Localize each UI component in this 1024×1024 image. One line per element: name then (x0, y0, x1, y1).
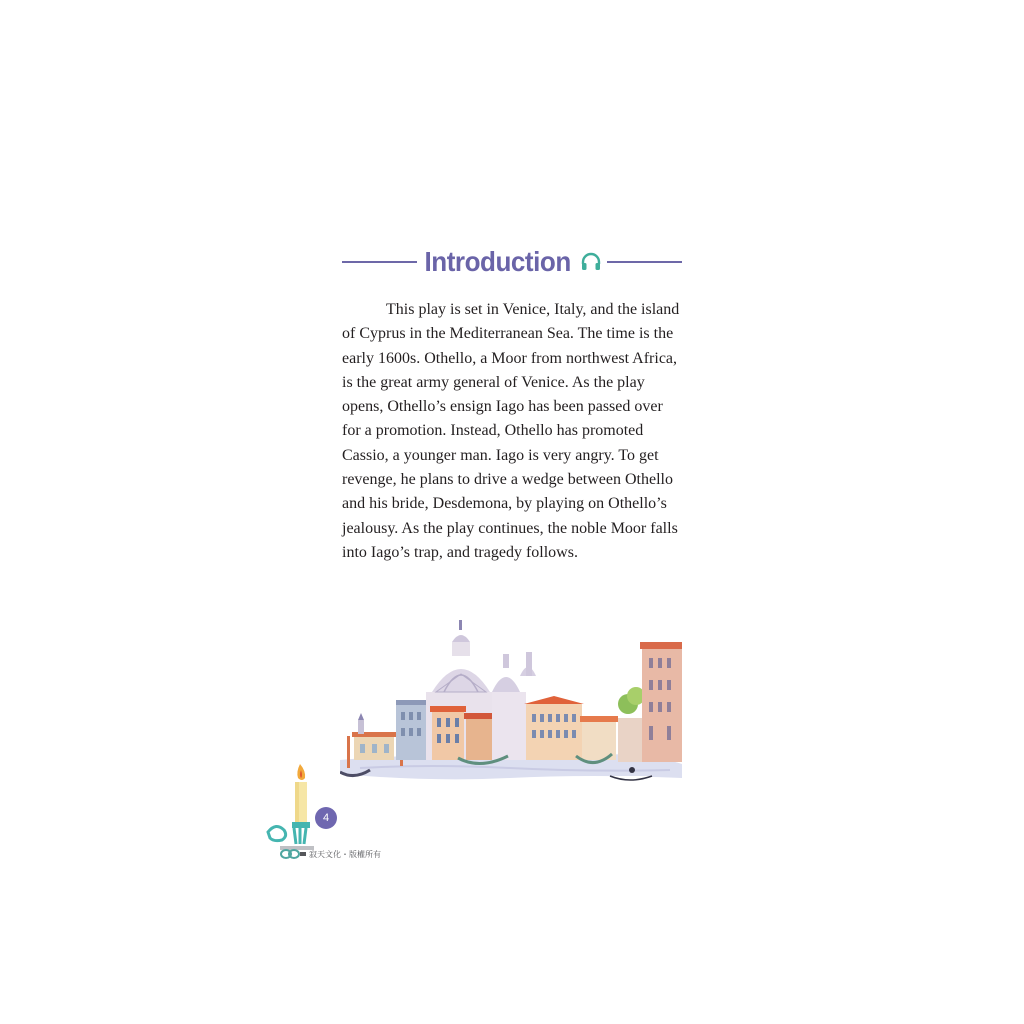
heading-rule-left (342, 261, 417, 263)
candle-icon (266, 760, 316, 852)
publisher-credit (280, 847, 381, 861)
headphones-icon[interactable] (579, 250, 603, 274)
page-number: 4 (315, 807, 337, 829)
heading-rule-right (607, 261, 682, 263)
section-heading (342, 240, 682, 284)
venice-canal-illustration (340, 618, 682, 793)
publisher-logo-icon (280, 849, 306, 859)
page-title: Introduction (424, 246, 572, 277)
publisher-text: 寂天文化・版權所有 (309, 849, 381, 859)
introduction-paragraph: This play is set in Venice, Italy, and the island of Cyprus in the Mediterranean Sea. The time is the early 1600s. Othello, a Moor from northwest Africa, is the great army general of Venice. As the play opens, Othello’s ensign Iago has been passed over for a promotion. Instead, Othello has promoted Cassio, a younger man. Iago is very angry. To get revenge, he plans to drive a wedge between Othello and his bride, Desdemona, by playing on Othello’s jealousy. As the play continues, the noble Moor falls into Iago’s trap, and tragedy follows. (342, 301, 680, 561)
